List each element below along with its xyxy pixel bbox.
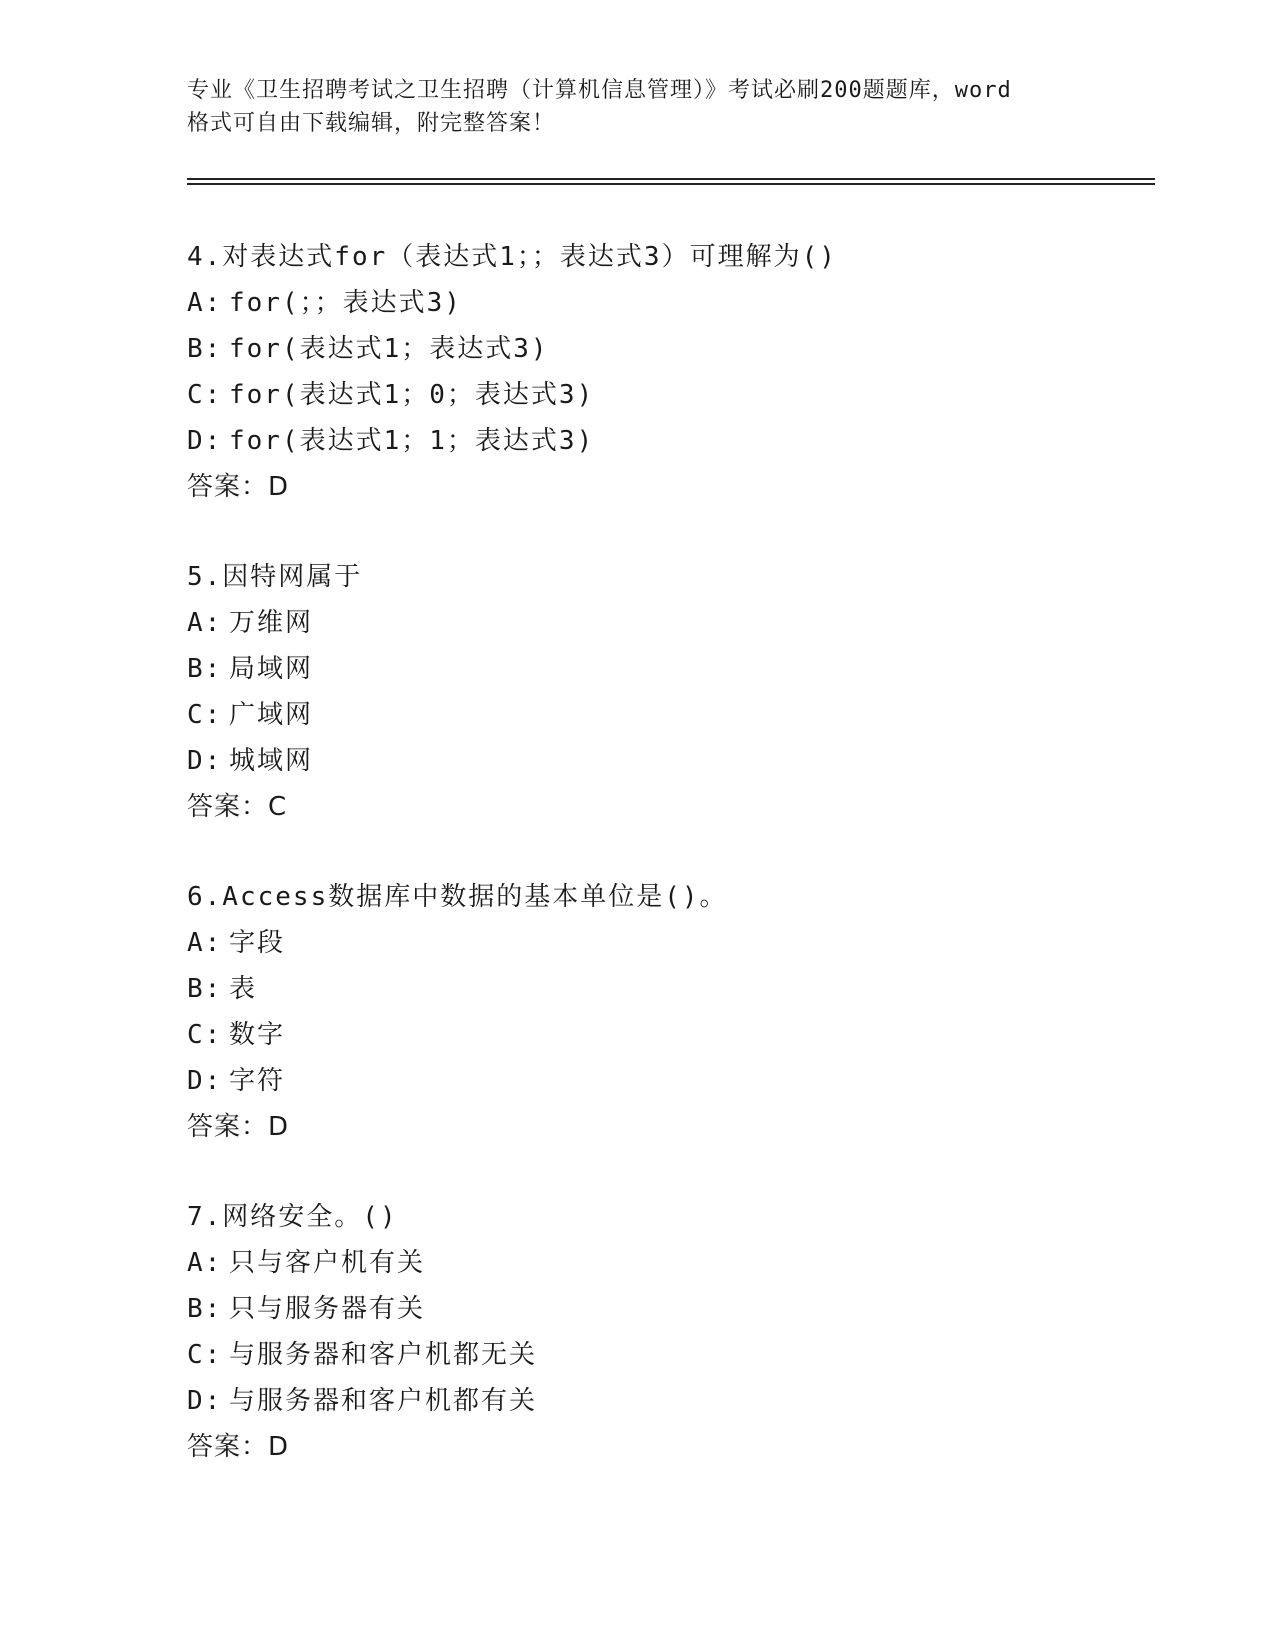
question-block xyxy=(187,1194,1187,1470)
header-divider-bottom xyxy=(187,183,1155,185)
option-letter: D: xyxy=(187,1066,223,1096)
option-letter: B: xyxy=(187,654,223,684)
option-letter: C: xyxy=(187,380,223,410)
option-letter: A: xyxy=(187,608,223,638)
option-letter: B: xyxy=(187,974,223,1004)
option-d xyxy=(187,418,1187,464)
option-letter: D: xyxy=(187,426,223,456)
option-b xyxy=(187,326,1187,372)
option-text: 字符 xyxy=(229,1066,286,1096)
option-a xyxy=(187,920,1187,966)
option-letter: C: xyxy=(187,1340,223,1370)
option-text: 广域网 xyxy=(229,700,314,730)
option-letter: B: xyxy=(187,1294,223,1324)
option-a xyxy=(187,280,1187,326)
answer-label: 答案：D xyxy=(187,1432,290,1462)
answer-label: 答案：D xyxy=(187,472,290,502)
answer-label: 答案：C xyxy=(187,792,288,822)
option-text: 与服务器和客户机都有关 xyxy=(229,1386,538,1416)
option-text: for(；；表达式3) xyxy=(229,288,462,318)
question-block xyxy=(187,874,1187,1150)
option-letter: A: xyxy=(187,288,223,318)
option-a xyxy=(187,600,1187,646)
option-d xyxy=(187,1378,1187,1424)
option-letter: D: xyxy=(187,1386,223,1416)
option-a xyxy=(187,1240,1187,1286)
option-b xyxy=(187,646,1187,692)
question-block xyxy=(187,554,1187,830)
option-text: 城域网 xyxy=(229,746,314,776)
answer-label: 答案：D xyxy=(187,1112,290,1142)
option-text: 表 xyxy=(229,974,258,1004)
header-divider-top xyxy=(187,178,1155,180)
option-text: for(表达式1；1；表达式3) xyxy=(229,426,595,456)
option-text: 局域网 xyxy=(229,654,314,684)
header-line-1: 专业《卫生招聘考试之卫生招聘（计算机信息管理）》考试必刷200题题库，word xyxy=(187,78,1012,103)
option-d xyxy=(187,738,1187,784)
document-header xyxy=(187,74,1087,140)
option-text: 数字 xyxy=(229,1020,286,1050)
option-letter: C: xyxy=(187,1020,223,1050)
option-text: 万维网 xyxy=(229,608,314,638)
option-b xyxy=(187,1286,1187,1332)
option-b xyxy=(187,966,1187,1012)
option-c xyxy=(187,692,1187,738)
option-c xyxy=(187,1332,1187,1378)
question-stem: 6.Access数据库中数据的基本单位是()。 xyxy=(187,882,728,912)
option-c xyxy=(187,372,1187,418)
option-letter: A: xyxy=(187,1248,223,1278)
option-text: 只与服务器有关 xyxy=(229,1294,426,1324)
option-text: for(表达式1；表达式3) xyxy=(229,334,549,364)
option-d xyxy=(187,1058,1187,1104)
option-text: for(表达式1；0；表达式3) xyxy=(229,380,595,410)
question-stem: 4.对表达式for（表达式1；；表达式3）可理解为() xyxy=(187,242,837,272)
option-letter: D: xyxy=(187,746,223,776)
question-stem: 7.网络安全。() xyxy=(187,1202,398,1232)
option-letter: A: xyxy=(187,928,223,958)
option-text: 与服务器和客户机都无关 xyxy=(229,1340,538,1370)
option-c xyxy=(187,1012,1187,1058)
question-block xyxy=(187,234,1187,510)
option-letter: B: xyxy=(187,334,223,364)
option-letter: C: xyxy=(187,700,223,730)
question-stem: 5.因特网属于 xyxy=(187,562,363,592)
option-text: 字段 xyxy=(229,928,286,958)
header-line-2: 格式可自由下载编辑，附完整答案！ xyxy=(187,111,556,136)
option-text: 只与客户机有关 xyxy=(229,1248,426,1278)
